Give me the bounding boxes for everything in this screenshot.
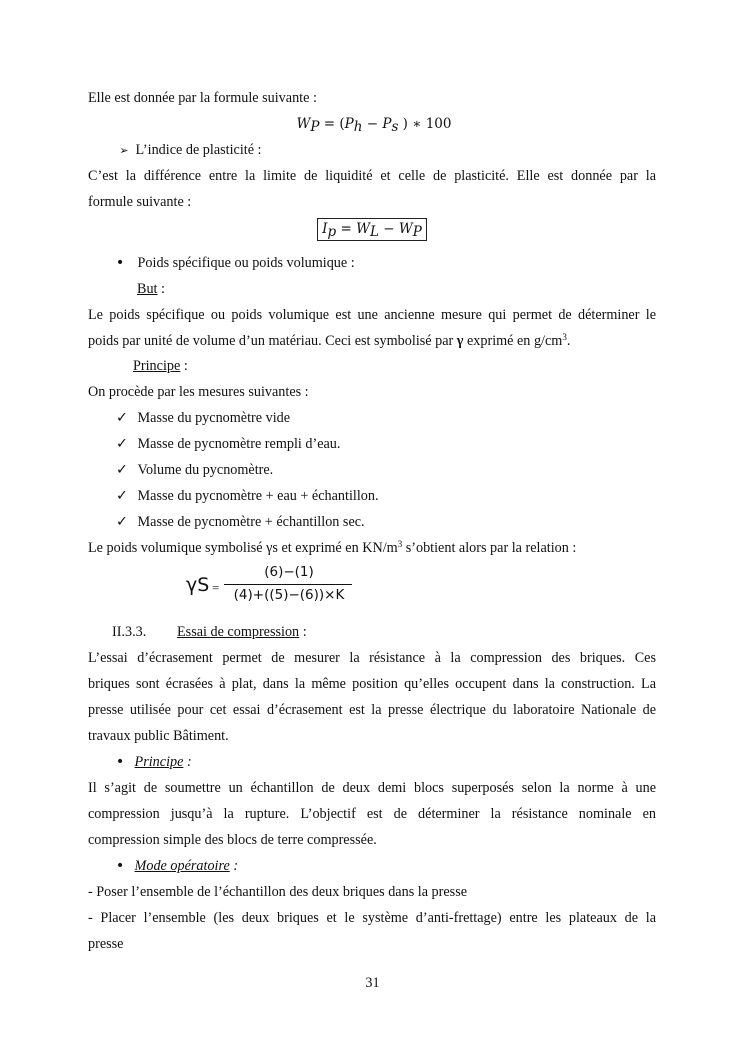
- formula-ip: [88, 218, 656, 241]
- check-item: ✓ Masse du pycnomètre + eau + échantillon.: [114, 487, 682, 505]
- plasticity-text-1: C’est la différence entre la limite de liquidité et celle de plasticité. Elle est donnée par la: [88, 168, 656, 184]
- formula-ip-box: $I_p = W_L - W_P$: [317, 218, 427, 241]
- formula-wp: $W_P = (P_h - P_s$ ) ∗ 100: [296, 116, 452, 135]
- section-number: II.3.3.: [112, 624, 147, 640]
- checkmark-icon: ✓: [116, 410, 128, 426]
- formula-gamma-eq: =: [212, 580, 220, 595]
- mode-line: - Poser l’ensemble de l’échantillon des deux briques dans la presse: [88, 884, 468, 900]
- section-title-line: Essai de compression :: [177, 624, 307, 640]
- principe-heading: Principe :: [133, 358, 188, 374]
- checkmark-icon: ✓: [116, 514, 128, 530]
- fraction-bar: [224, 584, 352, 585]
- arrow-bullet-icon: ➢: [119, 144, 129, 157]
- compression-line: presse utilisée pour cet essai d’écrasement est la presse électrique du laboratoire Nationale de: [88, 702, 656, 718]
- mode-heading: • Mode opératoire :: [112, 857, 680, 875]
- principe2-line: compression jusqu’à la rupture. L’objectif est de déterminer la résistance nominale en: [88, 806, 656, 822]
- mode-line: presse: [88, 936, 124, 952]
- principe2-heading: • Principe :: [112, 753, 680, 771]
- compression-line: L’essai d’écrasement permet de mesurer la résistance à la compression des briques. Ces: [88, 650, 656, 666]
- checkmark-icon: ✓: [116, 488, 128, 504]
- formula-gamma-denominator: (4)+((5)−(6))×K: [233, 587, 345, 603]
- plasticity-title: ➢ L’indice de plasticité :: [116, 141, 684, 160]
- page-number: 31: [365, 975, 380, 991]
- poids-title: • Poids spécifique ou poids volumique :: [112, 254, 680, 272]
- procede-text: On procède par les mesures suivantes :: [88, 384, 309, 400]
- but-text-1: Le poids spécifique ou poids volumique est une ancienne mesure qui permet de déterminer le: [88, 307, 656, 323]
- check-item: ✓ Masse de pycnomètre rempli d’eau.: [114, 435, 682, 453]
- check-item: ✓ Masse du pycnomètre vide: [114, 409, 682, 427]
- principe2-line: compression simple des blocs de terre compressée.: [88, 832, 377, 848]
- checkmark-icon: ✓: [116, 436, 128, 452]
- bullet-icon: •: [115, 754, 125, 770]
- but-heading: But :: [137, 281, 165, 297]
- check-item: ✓ Masse de pycnomètre + échantillon sec.: [114, 513, 682, 531]
- bullet-icon: •: [115, 255, 125, 271]
- formula-gamma-lhs: γS: [186, 574, 210, 596]
- checkmark-icon: ✓: [116, 462, 128, 478]
- formula-gamma-numerator: (6)−(1): [264, 564, 314, 580]
- relation-text: Le poids volumique symbolisé γs et exprimé en $KN/m^3$ s’obtient alors par la relation :: [88, 539, 577, 556]
- compression-line: travaux public Bâtiment.: [88, 728, 229, 744]
- but-text-2: poids par unité de volume d’un matériau. Ceci est symbolisé par γ exprimé en $g/cm^3$.: [88, 332, 571, 349]
- compression-line: briques sont écrasées à plat, dans la même position qu’elles occupent dans la construction. La: [88, 676, 656, 692]
- principe2-line: Il s’agit de soumettre un échantillon de deux demi blocs superposés selon la norme à une: [88, 780, 656, 796]
- bullet-icon: •: [115, 858, 125, 874]
- check-item: ✓ Volume du pycnomètre.: [114, 461, 682, 479]
- mode-line: - Placer l’ensemble (les deux briques et le système d’anti-frettage) entre les plateaux de la: [88, 910, 656, 926]
- intro-formula-text: Elle est donnée par la formule suivante :: [88, 90, 317, 106]
- plasticity-text-2: formule suivante :: [88, 194, 192, 210]
